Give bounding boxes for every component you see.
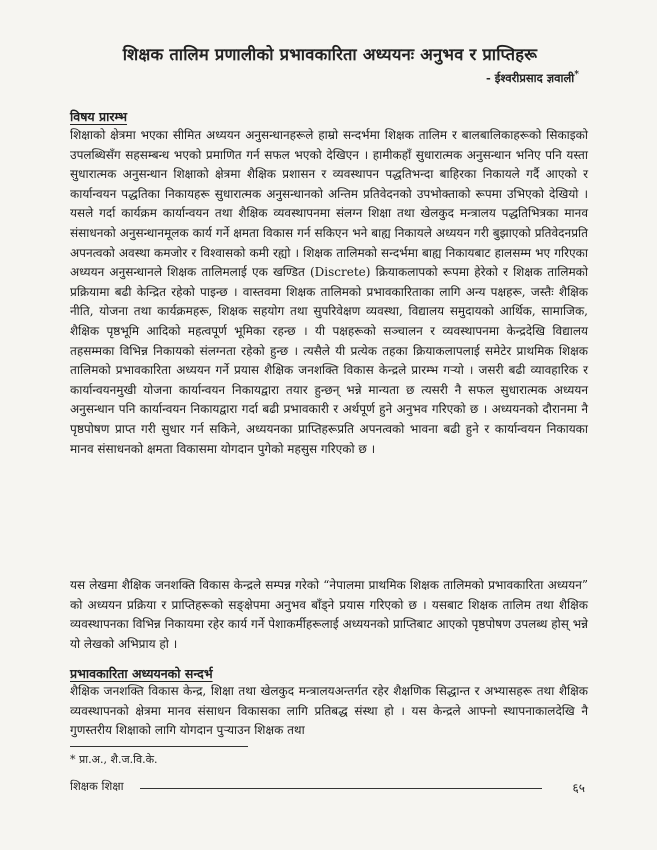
section-heading-introduction: विषय प्रारम्भ <box>70 109 128 124</box>
paragraph-introduction-1: शिक्षाको क्षेत्रमा भएका सीमित अध्ययन अनुसन्धानहरूले हाम्रो सन्दर्भमा शिक्षक तालिम र बालबालिकाहरूको सिकाइको उपलब्धिसँग सहसम्बन्ध भएको प्रमाणित गर्न सफल भएको देखिएन । हामीकहाँ सुधारात्मक अनुसन्धान भनिए पनि यस्ता सुधारात्मक अनुसन्धान शिक्षाको क्षेत्रमा शैक्षिक प्रशासन र व्यवस्थापन पद्धतिभन्दा बाहिरका निकायले गर्दै आएको र कार्यान्वयन पद्धतिका निकायहरू सुधारात्मक अनुसन्धानको अन्तिम प्रतिवेदनको उपभोक्ताको रूपमा उभिएको देखियो । यसले गर्दा कार्यक्रम कार्यान्वयन तथा शैक्षिक व्यवस्थापनमा संलग्न शिक्षा तथा खेलकुद मन्त्रालय पद्धतिभित्रका मानव संसाधनको अनुसन्धानमूलक कार्य गर्ने क्षमता विकास गर्न सकिएन भने बाह्य निकायले अध्ययन गरी बुझाएको प्रतिवेदनप्रति अपनत्वको अवस्था कमजोर र विश्वासको कमी रह्यो । शिक्षक तालिमको सन्दर्भमा बाह्य निकायबाट हालसम्म भए गरिएका अध्ययन अनुसन्धानले शिक्षक तालिमलाई एक खण्डित (Discrete) क्रियाकलापको रूपमा हेरेको र शिक्षक तालिमको प्रक्रियामा बढी केन्द्रित रहेको पाइन्छ । वास्तवमा शिक्षक तालिमको प्रभावकारिताका लागि अन्य पक्षहरू, जस्तैः शैक्षिक नीति, योजना तथा कार्यक्रमहरू, शिक्षक सहयोग तथा सुपरिवेक्षण व्यवस्था, विद्यालय समुदायको आर्थिक, सामाजिक, शैक्षिक पृष्ठभूमि आदिको महत्वपूर्ण भूमिका रहन्छ । यी पक्षहरूको सञ्चालन र व्यवस्थापनमा केन्द्रदेखि विद्यालय तहसम्मका विभिन्न निकायको संलग्नता रहेको हुन्छ । त्यसैले यी प्रत्येक तहका क्रियाकलापलाई समेटेर प्राथमिक शिक्षक तालिमको प्रभावकारिता अध्ययन गर्ने प्रयास शैक्षिक जनशक्ति विकास केन्द्रले प्रारम्भ गर्‍यो । जसरी बढी व्यावहारिक र कार्यान्वयनमुखी योजना कार्यान्वयन निकायद्वारा तयार हुन्छन् भन्ने मान्यता छ त्यसरी नै सफल सुधारात्मक अध्ययन अनुसन्धान पनि कार्यान्वयन निकायद्वारा गर्दा बढी प्रभावकारी र अर्थपूर्ण हुने अनुभव गरिएको छ । अध्ययनको दौरानमा नै पृष्ठपोषण प्राप्त गरी सुधार गर्न सकिने, अध्ययनका प्राप्तिहरूप्रति अपनत्वको भावना बढी हुने र कार्यान्वयन निकायका मानव संसाधनको क्षमता विकासमा योगदान पुगेको महसुस गरिएको छ । <box>70 128 588 456</box>
footer-divider <box>140 788 542 789</box>
article-title: शिक्षक तालिम प्रणालीको प्रभावकारिता अध्ययनः अनुभव र प्राप्तिहरू <box>122 45 538 64</box>
section-heading-context: प्रभावकारिता अध्ययनको सन्दर्भ <box>70 666 213 681</box>
author-name: - ईश्वरीप्रसाद ज्ञवाली <box>485 70 575 85</box>
paragraph-context-1: शैक्षिक जनशक्ति विकास केन्द्र, शिक्षा तथा खेलकुद मन्त्रालयअन्तर्गत रहेर शैक्षणिक सिद्धान्त र अभ्यासहरू तथा शैक्षिक व्यवस्थापनको क्षेत्रमा मानव संसाधन विकासका लागि प्रतिबद्ध संस्था हो । यस केन्द्रले आफ्नो स्थापनाकालदेखि नै गुणस्तरीय शिक्षाको लागि योगदान पुऱ्याउन शिक्षक तथा <box>70 684 588 738</box>
page-number: ६५ <box>572 781 585 795</box>
paragraph-introduction-2: यस लेखमा शैक्षिक जनशक्ति विकास केन्द्रले सम्पन्न गरेको “नेपालमा प्राथमिक शिक्षक तालिमको प्रभावकारिता अध्ययन” को अध्ययन प्रक्रिया र प्राप्तिहरूको सङ्क्षेपमा अनुभव बाँड्ने प्रयास गरिएको छ । यसबाट शिक्षक तालिम तथा शैक्षिक व्यवस्थापनका विभिन्न निकायमा रहेर कार्य गर्ने पेशाकर्मीहरूलाई अध्ययनको प्राप्तिबाट आएको पृष्ठपोषण उपलब्ध होस् भन्ने यो लेखको अभिप्राय हो । <box>70 578 588 651</box>
author-footnote-mark: * <box>574 70 579 80</box>
footnote: * प्रा.अ., शै.ज.वि.के. <box>70 753 158 766</box>
footnote-divider <box>70 746 248 747</box>
journal-name: शिक्षक शिक्षा <box>70 779 124 793</box>
author-line <box>486 70 579 86</box>
